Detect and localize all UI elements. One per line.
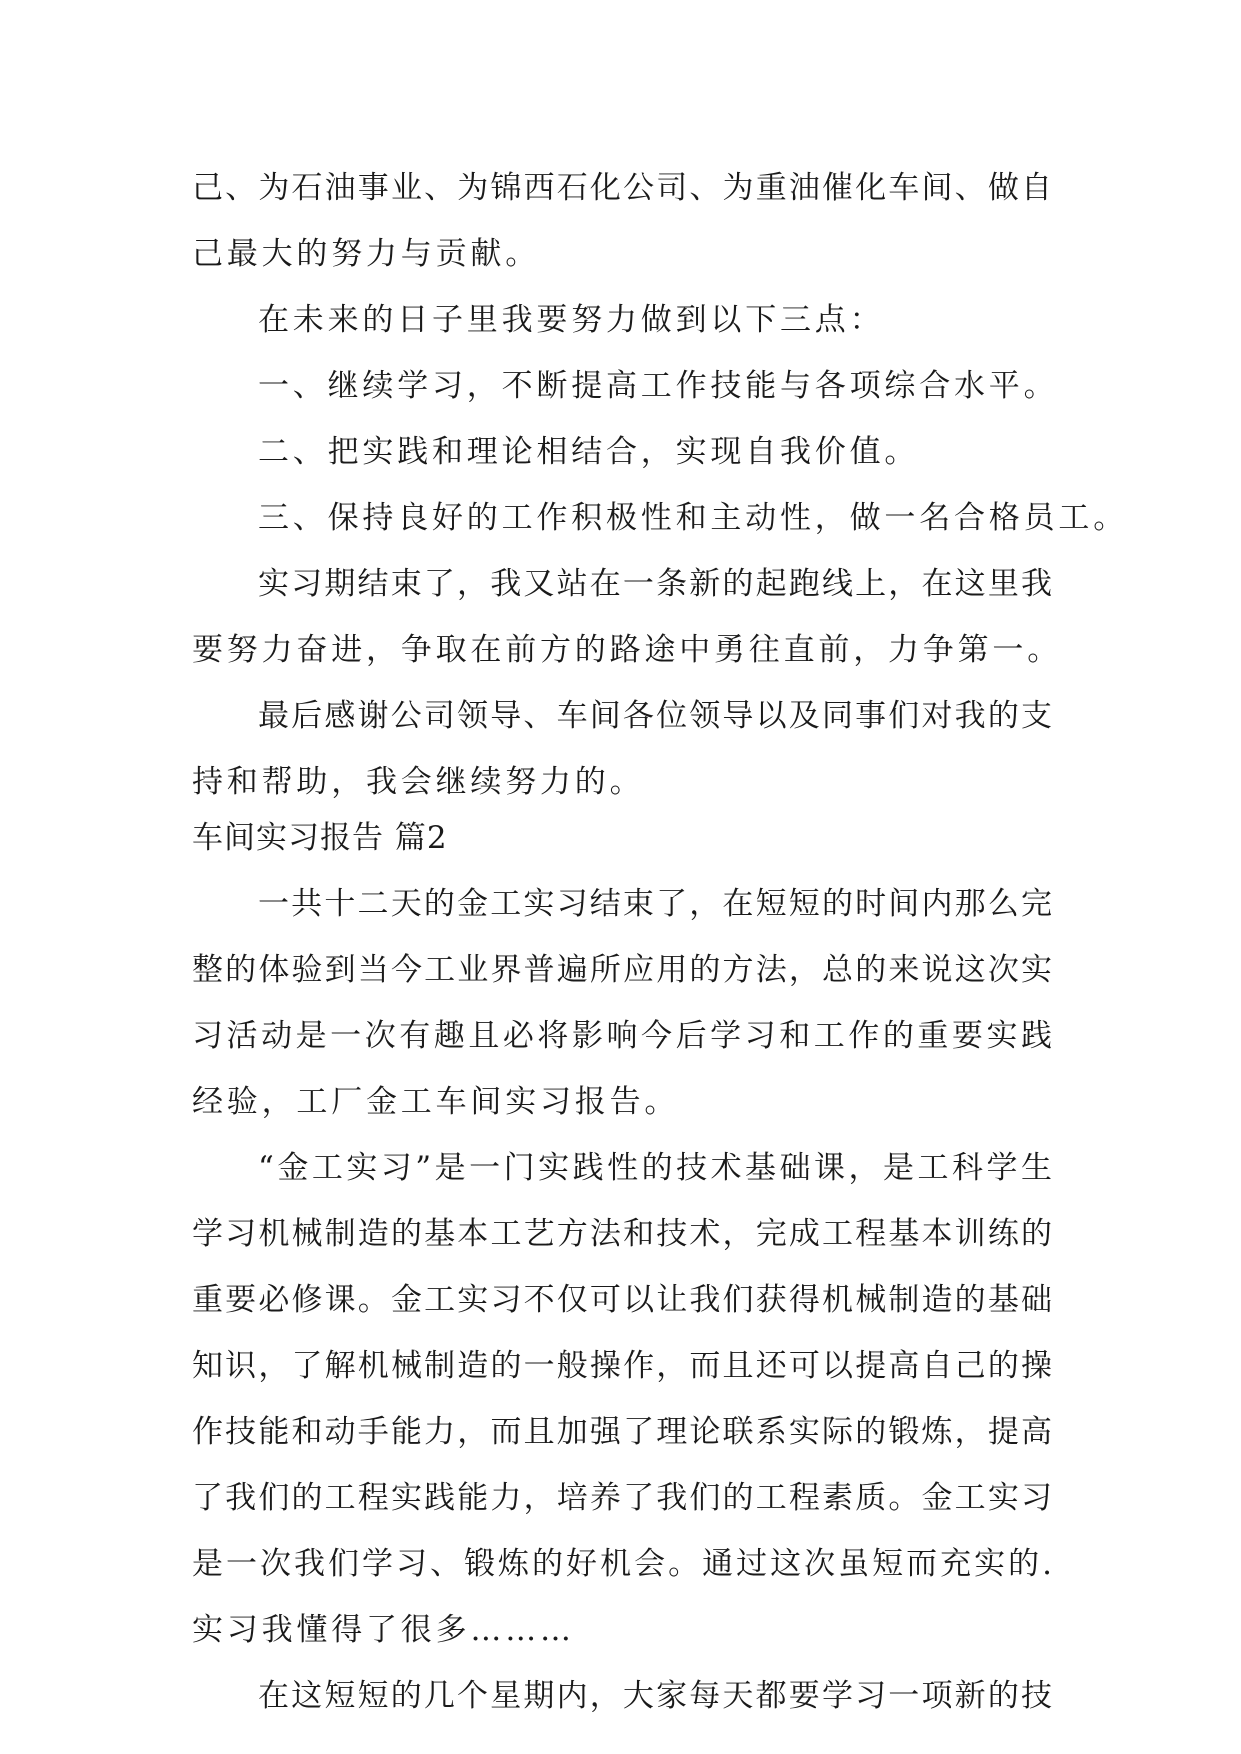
paragraph-line: 了我们的工程实践能力，培养了我们的工程素质。金工实习 xyxy=(192,1480,1052,1516)
list-item: 一、继续学习，不断提高工作技能与各项综合水平。 xyxy=(258,368,1059,404)
paragraph-line: 己最大的努力与贡献。 xyxy=(192,236,540,272)
paragraph-line: 整的体验到当今工业界普遍所应用的方法，总的来说这次实 xyxy=(192,952,1052,988)
paragraph-line: 最后感谢公司领导、车间各位领导以及同事们对我的支 xyxy=(258,698,1052,734)
paragraph-line: 一共十二天的金工实习结束了，在短短的时间内那么完 xyxy=(258,886,1052,922)
list-item: 三、保持良好的工作积极性和主动性，做一名合格员工。 xyxy=(258,500,1128,536)
paragraph-line: 要努力奋进，争取在前方的路途中勇往直前，力争第一。 xyxy=(192,632,1062,668)
paragraph-line: 实习期结束了，我又站在一条新的起跑线上，在这里我 xyxy=(258,566,1052,602)
paragraph-line: 经验，工厂金工车间实习报告。 xyxy=(192,1084,680,1120)
paragraph-line: 学习机械制造的基本工艺方法和技术，完成工程基本训练的 xyxy=(192,1216,1052,1252)
paragraph-line: 习活动是一次有趣且必将影响今后学习和工作的重要实践 xyxy=(192,1018,1052,1054)
paragraph-line: 实习我懂得了很多……… xyxy=(192,1612,575,1648)
list-item: 二、把实践和理论相结合，实现自我价值。 xyxy=(258,434,920,470)
paragraph-line: 是一次我们学习、锻炼的好机会。通过这次虽短而充实的. xyxy=(192,1546,1052,1582)
paragraph-line: 作技能和动手能力，而且加强了理论联系实际的锻炼，提高 xyxy=(192,1414,1052,1450)
section-heading: 车间实习报告 篇2 xyxy=(192,820,448,856)
paragraph-line: 在这短短的几个星期内，大家每天都要学习一项新的技 xyxy=(258,1678,1052,1714)
paragraph-line: 在未来的日子里我要努力做到以下三点： xyxy=(258,302,885,338)
paragraph-line: 知识，了解机械制造的一般操作，而且还可以提高自己的操 xyxy=(192,1348,1052,1384)
paragraph-line: 持和帮助，我会继续努力的。 xyxy=(192,764,645,800)
paragraph-line: 重要必修课。金工实习不仅可以让我们获得机械制造的基础 xyxy=(192,1282,1052,1318)
paragraph-line: 己、为石油事业、为锦西石化公司、为重油催化车间、做自 xyxy=(192,170,1052,206)
paragraph-line: “金工实习”是一门实践性的技术基础课，是工科学生 xyxy=(258,1150,1052,1186)
